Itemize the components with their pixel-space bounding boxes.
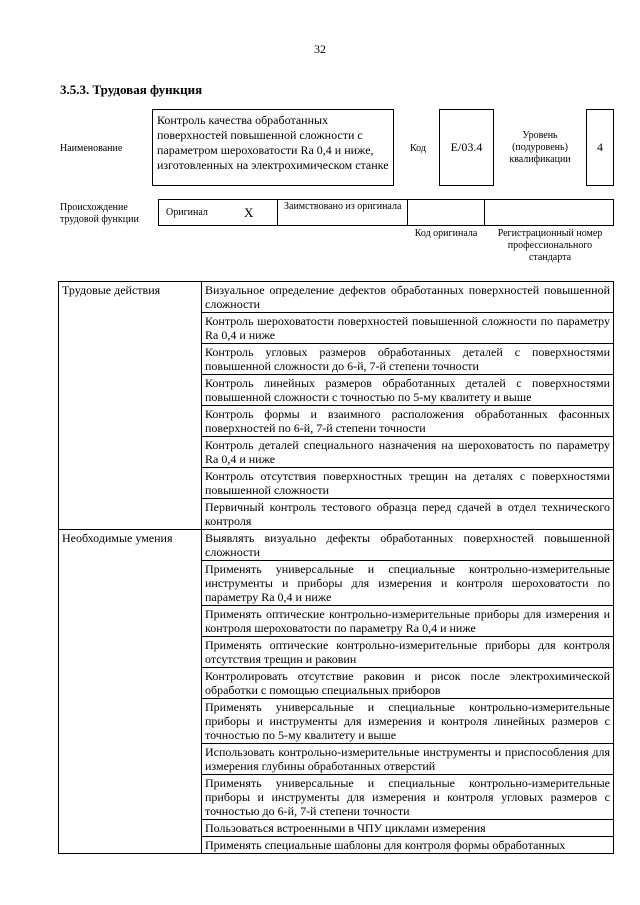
- item-cell: Контроль отсутствия поверхностных трещин на деталях с поверхностями повышенной сложности: [202, 468, 614, 499]
- item-cell: Применять оптические контрольно-измерительные приборы для измерения и контроля шероховатости по параметру Ra 0,4 и ниже: [202, 606, 614, 637]
- item-cell: Применять универсальные и специальные контрольно-измерительные приборы и инструменты для измерения и контроля угловых размеров с точностью до 6-й, 7-й степени точности: [202, 775, 614, 820]
- function-name-box: [152, 109, 394, 186]
- item-cell: Применять специальные шаблоны для контроля формы обработанных: [202, 837, 614, 854]
- item-cell: Визуальное определение дефектов обработанных поверхностей повышенной сложности: [202, 282, 614, 313]
- section-title: 3.5.3. Трудовая функция: [60, 82, 203, 97]
- name-label: Наименование: [60, 143, 123, 154]
- item-cell: Применять универсальные и специальные контрольно-измерительные инструменты и приборы для измерения и контроля шероховатости по параметру Ra 0,4 и ниже: [202, 561, 614, 606]
- item-cell: Контролировать отсутствие раковин и рисок после электрохимической обработки с помощью специальных приборов: [202, 668, 614, 699]
- category-cell: Трудовые действия: [59, 282, 202, 530]
- item-cell: Контроль угловых размеров обработанных деталей с поверхностями повышенной сложности до 6-й, 7-й степени точности: [202, 344, 614, 375]
- item-cell: Контроль шероховатости поверхностей повышенной сложности по параметру Ra 0,4 и ниже: [202, 313, 614, 344]
- origin-divider: [407, 199, 408, 226]
- function-details-table: [58, 281, 614, 854]
- original-label: Оригинал: [166, 207, 208, 218]
- function-name: Контроль качества обработанных поверхностей повышенной сложности с параметром шероховатости Ra 0,4 и ниже, изготовленных на электрохимическом станке: [157, 113, 389, 172]
- item-cell: Использовать контрольно-измерительные инструменты и приспособления для измерения глубины обработанных отверстий: [202, 744, 614, 775]
- page-number: 32: [314, 42, 326, 56]
- category-cell: Необходимые умения: [59, 530, 202, 854]
- item-cell: Применять оптические контрольно-измерительные приборы для контроля отсутствия трещин и раковин: [202, 637, 614, 668]
- item-cell: Первичный контроль тестового образца перед сдачей в отдел технического контроля: [202, 499, 614, 530]
- item-cell: Применять универсальные и специальные контрольно-измерительные приборы и инструменты для измерения и контроля линейных размеров с точностью по 5-му квалитету и выше: [202, 699, 614, 744]
- code-box: [439, 109, 494, 186]
- origin-divider: [484, 199, 485, 226]
- reg-number-caption: Регистрационный номер профессионального стандарта: [497, 228, 603, 263]
- table-row: [59, 530, 614, 561]
- code-label: Код: [410, 143, 426, 154]
- origin-label: Происхождение трудовой функции: [60, 202, 139, 225]
- item-cell: Контроль формы и взаимного расположения обработанных фасонных поверхностей по 6-й, 7-й степени точности: [202, 406, 614, 437]
- level-box: [586, 109, 614, 186]
- level-label: Уровень (подуровень) квалификации: [509, 130, 571, 165]
- origin-divider: [277, 199, 278, 226]
- borrowed-label: Заимствовано из оригинала: [284, 201, 402, 212]
- item-cell: Выявлять визуально дефекты обработанных поверхностей повышенной сложности: [202, 530, 614, 561]
- item-cell: Контроль деталей специального назначения на шероховатость по параметру Ra 0,4 и ниже: [202, 437, 614, 468]
- table-row: [59, 282, 614, 313]
- item-cell: Пользоваться встроенными в ЧПУ циклами измерения: [202, 820, 614, 837]
- item-cell: Контроль линейных размеров обработанных деталей с поверхностями повышенной сложности с точностью по 5-му квалитету и выше: [202, 375, 614, 406]
- code-original-caption: Код оригинала: [414, 228, 478, 239]
- original-mark: X: [244, 205, 254, 220]
- code-value: E/03.4: [450, 140, 483, 154]
- level-value: 4: [597, 140, 603, 154]
